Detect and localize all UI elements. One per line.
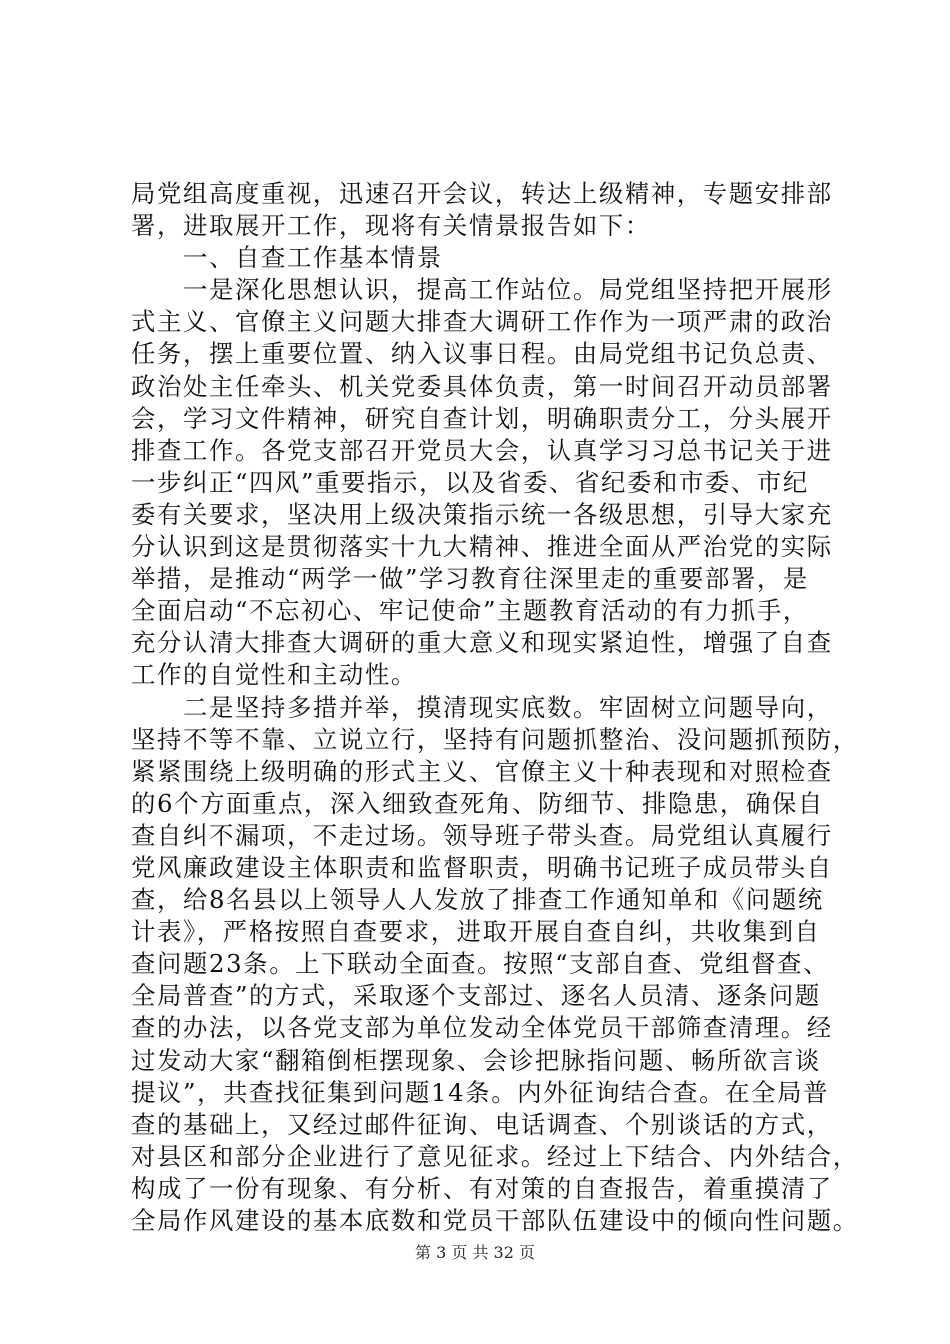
- text-line: 查的办法，以各党支部为单位发动全体党员干部筛查清理。经: [131, 1013, 833, 1043]
- text-line: 举措，是推动“两学一做”学习教育往深里走的重要部署，是: [131, 564, 809, 594]
- section-heading: 一、自查工作基本情景: [131, 243, 443, 273]
- text-line: 查自纠不漏项，不走过场。领导班子带头查。局党组认真履行: [131, 820, 833, 850]
- text-line: 工作的自觉性和主动性。: [131, 660, 417, 690]
- text-line: 排查工作。各党支部召开党员大会，认真学习习总书记关于进: [131, 435, 833, 465]
- text-line: 构成了一份有现象、有分析、有对策的自查报告，着重摸清了: [131, 1173, 833, 1203]
- text-line: 全局作风建设的基本底数和党员干部队伍建设中的倾向性问题。: [131, 1206, 859, 1235]
- text-line: 紧紧围绕上级明确的形式主义、官僚主义十种表现和对照检查: [131, 756, 833, 786]
- text-line: 坚持不等不靠、立说立行，坚持有问题抓整治、没问题抓预防，: [131, 724, 859, 754]
- text-line: 分认识到这是贯彻落实十九大精神、推进全面从严治党的实际: [131, 532, 833, 562]
- text-line: 二是坚持多措并举，摸清现实底数。牢固树立问题导向，: [131, 692, 833, 722]
- text-line: 政治处主任牵头、机关党委具体负责，第一时间召开动员部署: [131, 371, 833, 401]
- text-line: 会，学习文件精神，研究自查计划，明确职责分工，分头展开: [131, 403, 833, 433]
- text-line: 对县区和部分企业进行了意见征求。经过上下结合、内外结合，: [131, 1141, 859, 1171]
- text-line: 查问题23条。上下联动全面查。按照“支部自查、党组督查、: [131, 949, 830, 979]
- text-line: 党风廉政建设主体职责和监督职责，明确书记班子成员带头自: [131, 852, 833, 882]
- text-line: 署，进取展开工作，现将有关情景报告如下：: [131, 211, 651, 241]
- text-line: 任务，摆上重要位置、纳入议事日程。由局党组书记负总责、: [131, 339, 833, 369]
- text-line: 的6个方面重点，深入细致查死角、防细节、排隐患，确保自: [131, 788, 824, 818]
- text-line: 一步纠正“四风”重要指示，以及省委、省纪委和市委、市纪: [131, 467, 809, 497]
- text-line: 全面启动“不忘初心、牢记使命”主题教育活动的有力抓手，: [131, 596, 809, 626]
- text-line: 提议”，共查找征集到问题14条。内外征询结合查。在全局普: [131, 1077, 830, 1107]
- text-line: 局党组高度重视，迅速召开会议，转达上级精神，专题安排部: [131, 179, 833, 208]
- text-line: 查，给8名县以上领导人人发放了排查工作通知单和《问题统: [131, 885, 824, 915]
- text-line: 计表》，严格按照自查要求，进取开展自查自纠，共收集到自: [131, 917, 821, 947]
- text-line: 充分认清大排查大调研的重大意义和现实紧迫性，增强了自查: [131, 628, 833, 658]
- text-line: 过发动大家“翻箱倒柜摆现象、会诊把脉指问题、畅所欲言谈: [131, 1045, 821, 1075]
- text-line: 式主义、官僚主义问题大排查大调研工作作为一项严肃的政治: [131, 307, 833, 337]
- text-line: 委有关要求，坚决用上级决策指示统一各级思想，引导大家充: [131, 499, 833, 529]
- text-line: 查的基础上，又经过邮件征询、电话调查、个别谈话的方式，: [131, 1109, 833, 1139]
- text-line: 一是深化思想认识，提高工作站位。局党组坚持把开展形: [131, 275, 833, 305]
- text-line: 全局普查”的方式，采取逐个支部过、逐名人员清、逐条问题: [131, 981, 821, 1011]
- document-body: [131, 178, 859, 1237]
- page-number-footer: 第 3 页 共 32 页: [415, 1243, 535, 1262]
